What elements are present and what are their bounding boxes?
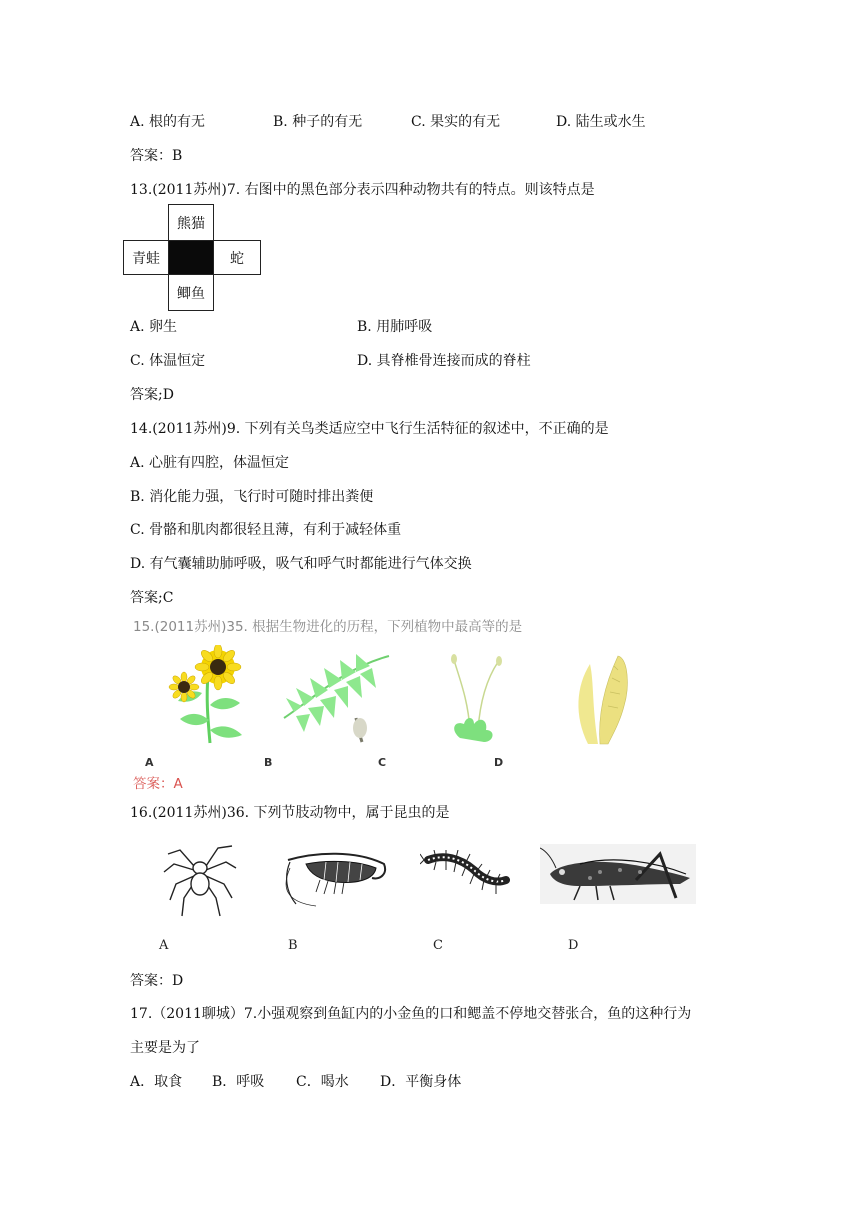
- q12-option-a: A. 根的有无: [130, 114, 206, 130]
- diagram-bottom-crucian: 鲫鱼: [168, 274, 214, 311]
- algae-icon: [568, 646, 638, 746]
- q14-stem: 14.(2011苏州)9. 下列有关鸟类适应空中飞行生活特征的叙述中，不正确的是: [130, 421, 609, 437]
- q16-label-c: C: [433, 938, 443, 953]
- diagram-left-frog: 青蛙: [123, 240, 169, 275]
- q13-option-d: D. 具脊椎骨连接而成的脊柱: [357, 353, 531, 369]
- q15-answer: 答案：A: [133, 776, 183, 792]
- shrimp-icon: [276, 846, 396, 912]
- q14-option-b: B. 消化能力强，飞行时可随时排出粪便: [130, 489, 374, 505]
- q16-label-d: D: [568, 938, 579, 953]
- sunflower-icon: [160, 645, 260, 745]
- q17-stem-line1: 17.（2011聊城）7.小强观察到鱼缸内的小金鱼的口和鳃盖不停地交替张合，鱼的这种行为: [130, 1006, 692, 1022]
- spider-icon: [162, 836, 238, 918]
- q13-stem: 13.(2011苏州)7. 右图中的黑色部分表示四种动物共有的特点。则该特点是: [130, 182, 595, 198]
- q17-option-c: C．喝水: [296, 1074, 349, 1090]
- q13-option-b: B. 用肺呼吸: [357, 319, 433, 335]
- q14-option-c: C. 骨骼和肌肉都很轻且薄，有利于减轻体重: [130, 522, 402, 538]
- q12-option-b: B. 种子的有无: [273, 114, 363, 130]
- grasshopper-icon: [540, 844, 696, 904]
- q16-label-a: A: [159, 938, 169, 953]
- q12-option-d: D. 陆生或水生: [556, 114, 646, 130]
- q16-answer: 答案：D: [130, 973, 184, 989]
- q12-option-c: C. 果实的有无: [411, 114, 501, 130]
- diagram-center-common-trait: [168, 240, 214, 275]
- q14-option-a: A. 心脏有四腔，体温恒定: [130, 455, 290, 471]
- q15-label-a: A: [145, 756, 154, 769]
- q14-answer: 答案;C: [130, 590, 174, 606]
- q13-option-a: A. 卵生: [130, 319, 178, 335]
- q17-option-a: A．取食: [130, 1074, 183, 1090]
- q17-option-b: B．呼吸: [212, 1074, 265, 1090]
- q13-answer: 答案;D: [130, 387, 174, 403]
- centipede-icon: [420, 850, 510, 902]
- q17-option-d: D．平衡身体: [380, 1074, 462, 1090]
- fern-icon: [274, 648, 394, 743]
- q16-stem: 16.(2011苏州)36. 下列节肢动物中，属于昆虫的是: [130, 805, 450, 821]
- q12-answer: 答案：B: [130, 148, 183, 164]
- q15-stem: 15.(2011苏州)35. 根据生物进化的历程，下列植物中最高等的是: [133, 619, 523, 635]
- q15-label-b: B: [264, 756, 273, 769]
- q13-option-c: C. 体温恒定: [130, 353, 206, 369]
- diagram-right-snake: 蛇: [213, 240, 261, 275]
- moss-icon: [440, 650, 530, 745]
- q15-label-d: D: [494, 756, 504, 769]
- q16-label-b: B: [288, 938, 298, 953]
- q14-option-d: D. 有气囊辅助肺呼吸，吸气和呼气时都能进行气体交换: [130, 556, 472, 572]
- q17-stem-line2: 主要是为了: [130, 1040, 200, 1056]
- q15-label-c: C: [378, 756, 387, 769]
- diagram-top-panda: 熊猫: [168, 204, 214, 241]
